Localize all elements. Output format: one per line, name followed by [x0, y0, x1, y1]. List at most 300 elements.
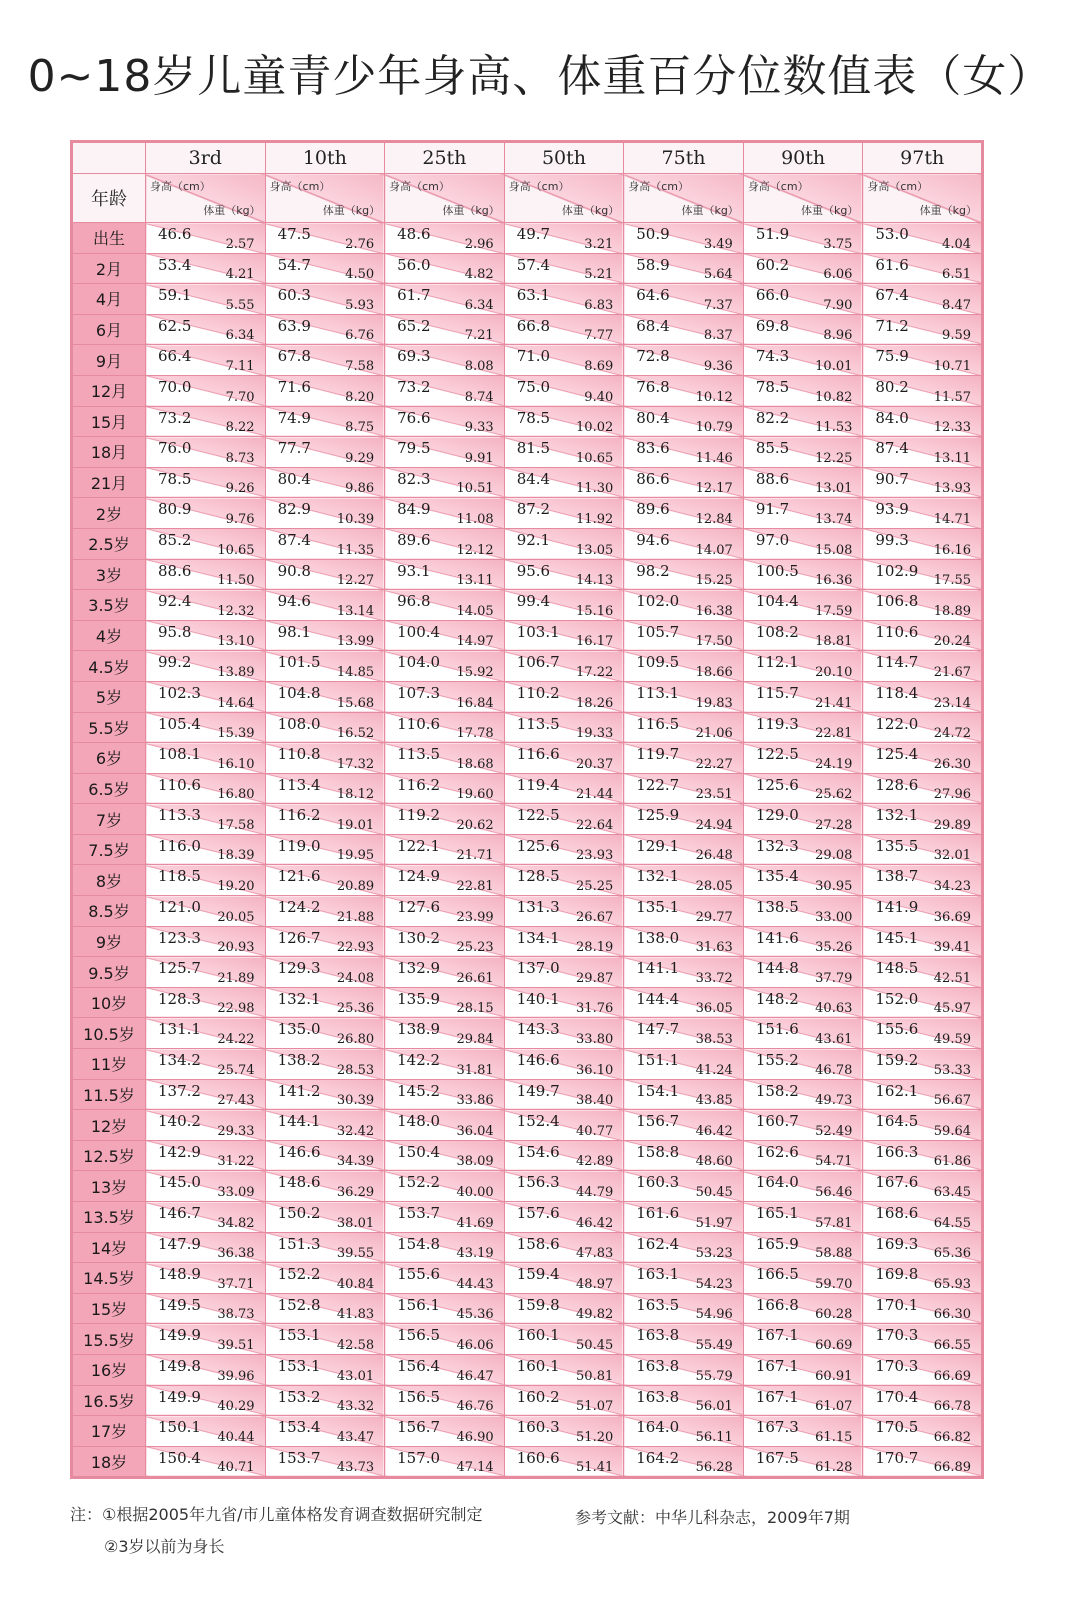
- value-cell: [504, 559, 624, 590]
- weight-value: 22.98: [217, 1001, 255, 1017]
- height-value: 145.1: [875, 928, 919, 947]
- weight-value: 58.88: [815, 1246, 853, 1262]
- height-value: 152.8: [277, 1295, 321, 1314]
- height-value: 72.8: [636, 347, 670, 366]
- height-value: 100.5: [755, 561, 799, 580]
- value-cell: [385, 620, 505, 651]
- height-value: 76.0: [158, 439, 192, 458]
- value-cell: [863, 345, 983, 376]
- weight-value: 53.23: [695, 1246, 733, 1262]
- height-value: 167.6: [875, 1173, 919, 1192]
- value-cell: [504, 834, 624, 865]
- height-value: 144.8: [755, 959, 799, 978]
- age-label: 3.5岁: [72, 590, 146, 621]
- weight-value: 28.19: [576, 940, 614, 956]
- height-value: 142.9: [158, 1142, 201, 1161]
- value-cell: [743, 865, 863, 896]
- height-value: 113.3: [158, 806, 201, 825]
- table-row: [72, 1232, 983, 1263]
- height-value: 162.4: [636, 1234, 680, 1253]
- weight-value: 15.08: [815, 542, 853, 558]
- weight-value: 44.43: [456, 1276, 494, 1292]
- height-value: 164.2: [636, 1448, 680, 1467]
- age-label: 4.5岁: [72, 651, 146, 682]
- height-value: 110.6: [397, 714, 441, 733]
- weight-value: 10.12: [695, 389, 733, 405]
- value-cell: [743, 467, 863, 498]
- age-label: 2月: [72, 253, 146, 284]
- subheader-row: [72, 174, 983, 223]
- weight-value: 29.89: [933, 817, 971, 833]
- weight-value: 29.77: [695, 909, 733, 925]
- value-cell: [624, 773, 744, 804]
- value-cell: [743, 926, 863, 957]
- value-cell: [504, 773, 624, 804]
- weight-value: 13.01: [815, 481, 853, 497]
- weight-value: 5.21: [584, 267, 614, 283]
- value-cell: [385, 1232, 505, 1263]
- value-cell: [743, 1263, 863, 1294]
- weight-value: 41.24: [695, 1062, 733, 1078]
- value-cell: [146, 1049, 266, 1080]
- weight-value: 12.27: [336, 573, 375, 589]
- age-label: 3岁: [72, 559, 146, 590]
- height-value: 114.7: [875, 653, 919, 672]
- weight-value: 18.39: [217, 848, 255, 864]
- weight-value: 24.08: [336, 970, 375, 986]
- value-cell: [146, 559, 266, 590]
- weight-value: 39.55: [336, 1246, 375, 1262]
- reference: 参考文献：中华儿科杂志，2009年7期: [575, 1508, 850, 1527]
- weight-value: 29.87: [576, 970, 614, 986]
- height-weight-subheader: [504, 174, 624, 223]
- age-label: 17岁: [72, 1416, 146, 1447]
- height-value: 89.6: [636, 500, 670, 519]
- height-value: 154.6: [516, 1142, 560, 1161]
- value-cell: [504, 498, 624, 529]
- age-label: 8岁: [72, 865, 146, 896]
- height-value: 122.5: [755, 745, 799, 764]
- height-value: 132.1: [875, 806, 919, 825]
- table-row: [72, 375, 983, 406]
- weight-value: 44.79: [576, 1185, 614, 1200]
- height-value: 125.6: [516, 836, 560, 855]
- age-label: 9月: [72, 345, 146, 376]
- height-value: 135.4: [755, 867, 799, 886]
- value-cell: [265, 1232, 385, 1263]
- value-cell: [504, 375, 624, 406]
- height-value: 148.5: [875, 959, 919, 978]
- weight-value: 11.35: [336, 542, 375, 558]
- height-value: 62.5: [158, 316, 192, 335]
- weight-value: 7.77: [584, 328, 614, 344]
- height-value: 159.8: [516, 1295, 560, 1314]
- weight-value: 22.27: [695, 756, 733, 772]
- weight-value: 17.59: [815, 603, 853, 619]
- value-cell: [863, 1416, 983, 1447]
- weight-value: 43.32: [336, 1399, 375, 1415]
- age-label: 5.5岁: [72, 712, 146, 743]
- value-cell: [743, 437, 863, 468]
- height-value: 76.6: [397, 408, 431, 427]
- value-cell: [504, 804, 624, 835]
- value-cell: [385, 1416, 505, 1447]
- weight-value: 22.81: [456, 879, 494, 895]
- value-cell: [385, 712, 505, 743]
- weight-value: 7.70: [225, 389, 255, 405]
- table-row: [72, 773, 983, 804]
- value-cell: [265, 896, 385, 927]
- weight-value: 23.14: [933, 695, 971, 711]
- table-row: [72, 1110, 983, 1141]
- height-value: 116.0: [158, 836, 201, 855]
- weight-value: 43.01: [336, 1368, 375, 1384]
- weight-value: 40.77: [576, 1123, 614, 1139]
- value-cell: [146, 957, 266, 988]
- table-row: [72, 1202, 983, 1233]
- value-cell: [863, 712, 983, 743]
- weight-value: 15.16: [576, 603, 614, 619]
- weight-value: 25.62: [815, 787, 853, 803]
- height-value: 97.0: [755, 530, 790, 549]
- weight-value: 4.82: [464, 267, 494, 283]
- weight-value: 20.93: [217, 940, 255, 956]
- height-weight-subheader: [385, 174, 505, 223]
- height-value: 153.1: [277, 1326, 321, 1345]
- weight-value: 42.58: [336, 1337, 375, 1353]
- value-cell: [504, 406, 624, 437]
- value-cell: [504, 1293, 624, 1324]
- weight-value: 20.05: [217, 909, 255, 925]
- table-row: [72, 406, 983, 437]
- weight-value: 32.42: [336, 1123, 375, 1139]
- value-cell: [504, 1140, 624, 1171]
- height-value: 161.6: [636, 1204, 680, 1222]
- value-cell: [863, 773, 983, 804]
- value-cell: [624, 1049, 744, 1080]
- height-value: 141.1: [636, 959, 680, 978]
- value-cell: [743, 651, 863, 682]
- value-cell: [504, 1446, 624, 1478]
- weight-value: 12.32: [217, 603, 255, 619]
- height-value: 65.2: [397, 316, 431, 335]
- height-value: 105.4: [158, 714, 201, 733]
- height-value: 113.5: [397, 745, 441, 764]
- value-cell: [863, 1079, 983, 1110]
- weight-value: 40.00: [456, 1185, 494, 1200]
- value-cell: [504, 1354, 624, 1385]
- value-cell: [863, 651, 983, 682]
- value-cell: [385, 528, 505, 559]
- table-row: [72, 1049, 983, 1080]
- value-cell: [265, 712, 385, 743]
- weight-value: 38.09: [456, 1154, 494, 1170]
- height-unit-label: 身高（cm）: [269, 180, 331, 193]
- value-cell: [624, 1171, 744, 1202]
- value-cell: [624, 681, 744, 712]
- corner-cell: [72, 142, 146, 174]
- value-cell: [863, 375, 983, 406]
- weight-value: 21.67: [933, 664, 971, 680]
- height-value: 46.6: [158, 225, 192, 243]
- weight-value: 64.55: [933, 1215, 971, 1231]
- weight-value: 40.44: [217, 1429, 255, 1445]
- value-cell: [743, 1293, 863, 1324]
- height-value: 50.9: [636, 225, 670, 243]
- value-cell: [265, 957, 385, 988]
- weight-value: 2.96: [464, 236, 494, 252]
- height-value: 149.8: [158, 1356, 201, 1375]
- value-cell: [863, 1140, 983, 1171]
- age-label: 18月: [72, 437, 146, 468]
- height-value: 158.6: [516, 1234, 560, 1253]
- weight-value: 40.84: [336, 1276, 375, 1292]
- value-cell: [624, 1263, 744, 1294]
- table-row: [72, 1324, 983, 1355]
- value-cell: [863, 681, 983, 712]
- weight-value: 4.04: [942, 236, 971, 252]
- height-value: 108.2: [755, 622, 799, 641]
- weight-value: 13.89: [217, 664, 255, 680]
- weight-value: 9.76: [225, 511, 255, 527]
- weight-value: 37.79: [815, 970, 853, 986]
- height-value: 63.9: [277, 316, 311, 335]
- height-value: 160.1: [516, 1356, 560, 1375]
- age-label: 出生: [72, 223, 146, 254]
- weight-value: 66.30: [933, 1307, 971, 1323]
- height-value: 64.6: [636, 286, 670, 305]
- height-value: 129.3: [277, 959, 321, 978]
- weight-value: 7.21: [464, 328, 494, 344]
- weight-value: 57.81: [815, 1215, 853, 1231]
- value-cell: [385, 1049, 505, 1080]
- weight-value: 60.91: [815, 1368, 853, 1384]
- height-value: 108.1: [158, 745, 201, 764]
- value-cell: [743, 1232, 863, 1263]
- value-cell: [146, 467, 266, 498]
- value-cell: [146, 834, 266, 865]
- weight-value: 19.33: [576, 726, 614, 742]
- value-cell: [624, 590, 744, 621]
- weight-value: 9.86: [345, 481, 375, 497]
- height-value: 83.6: [636, 439, 670, 458]
- value-cell: [624, 1416, 744, 1447]
- height-value: 138.9: [397, 1020, 441, 1039]
- weight-value: 33.72: [695, 970, 733, 986]
- value-cell: [385, 253, 505, 284]
- height-value: 132.1: [636, 867, 680, 886]
- weight-value: 5.93: [345, 297, 375, 313]
- weight-value: 42.89: [576, 1154, 614, 1170]
- weight-value: 24.94: [695, 817, 733, 833]
- weight-value: 18.26: [576, 695, 614, 711]
- value-cell: [385, 1110, 505, 1141]
- value-cell: [624, 284, 744, 315]
- height-value: 146.7: [158, 1204, 201, 1222]
- value-cell: [863, 253, 983, 284]
- weight-value: 26.48: [695, 848, 733, 864]
- value-cell: [624, 528, 744, 559]
- weight-value: 65.36: [933, 1246, 971, 1262]
- value-cell: [504, 1263, 624, 1294]
- value-cell: [265, 437, 385, 468]
- height-value: 94.6: [277, 592, 311, 611]
- weight-value: 34.82: [217, 1215, 255, 1231]
- weight-value: 15.39: [217, 726, 255, 742]
- height-value: 141.9: [875, 898, 919, 917]
- height-value: 135.9: [397, 989, 441, 1008]
- percentile-header: 90th: [743, 142, 863, 174]
- weight-value: 26.61: [456, 970, 494, 986]
- weight-value: 31.81: [456, 1062, 494, 1078]
- height-value: 92.1: [516, 530, 551, 549]
- age-label: 6月: [72, 314, 146, 345]
- age-label: 6.5岁: [72, 773, 146, 804]
- value-cell: [863, 926, 983, 957]
- table-row: [72, 865, 983, 896]
- weight-value: 61.15: [815, 1429, 853, 1445]
- value-cell: [385, 865, 505, 896]
- value-cell: [265, 406, 385, 437]
- value-cell: [743, 284, 863, 315]
- height-value: 104.0: [397, 653, 441, 672]
- height-value: 107.3: [397, 683, 441, 702]
- weight-value: 66.89: [933, 1460, 971, 1476]
- height-value: 166.5: [755, 1265, 799, 1284]
- value-cell: [385, 406, 505, 437]
- value-cell: [146, 681, 266, 712]
- value-cell: [743, 498, 863, 529]
- height-value: 118.4: [875, 683, 919, 702]
- weight-value: 26.80: [336, 1032, 375, 1048]
- age-label: 9岁: [72, 926, 146, 957]
- weight-value: 10.79: [695, 420, 733, 436]
- height-value: 141.6: [755, 928, 799, 947]
- weight-value: 4.50: [345, 267, 375, 283]
- weight-value: 56.46: [815, 1185, 853, 1200]
- height-value: 129.1: [636, 836, 680, 855]
- weight-value: 25.36: [336, 1001, 375, 1017]
- weight-value: 4.21: [225, 267, 255, 283]
- weight-value: 54.71: [815, 1154, 853, 1170]
- table-row: [72, 926, 983, 957]
- age-label: 2.5岁: [72, 528, 146, 559]
- height-value: 125.6: [755, 775, 799, 794]
- value-cell: [385, 1202, 505, 1233]
- value-cell: [385, 345, 505, 376]
- weight-value: 16.80: [217, 787, 255, 803]
- age-label: 18岁: [72, 1446, 146, 1478]
- weight-value: 2.57: [225, 236, 255, 252]
- value-cell: [863, 284, 983, 315]
- height-value: 160.2: [516, 1387, 560, 1406]
- value-cell: [743, 620, 863, 651]
- weight-value: 50.45: [576, 1337, 614, 1353]
- height-value: 147.7: [636, 1020, 680, 1039]
- value-cell: [504, 743, 624, 774]
- height-value: 78.5: [516, 408, 551, 427]
- weight-value: 14.07: [695, 542, 733, 558]
- value-cell: [863, 1293, 983, 1324]
- table-row: [72, 957, 983, 988]
- value-cell: [265, 559, 385, 590]
- weight-value: 9.91: [464, 450, 494, 466]
- weight-value: 55.49: [695, 1337, 733, 1353]
- weight-value: 25.23: [456, 940, 494, 956]
- table-row: [72, 651, 983, 682]
- weight-value: 42.51: [933, 970, 971, 986]
- percentile-header: 75th: [624, 142, 744, 174]
- weight-value: 20.24: [933, 634, 971, 650]
- value-cell: [624, 1324, 744, 1355]
- value-cell: [863, 1446, 983, 1478]
- height-value: 88.6: [158, 561, 192, 580]
- value-cell: [624, 804, 744, 835]
- weight-value: 36.10: [576, 1062, 614, 1078]
- weight-value: 63.45: [933, 1185, 971, 1200]
- age-label: 11岁: [72, 1049, 146, 1080]
- weight-value: 41.83: [336, 1307, 375, 1323]
- value-cell: [385, 1079, 505, 1110]
- weight-value: 14.71: [933, 511, 971, 527]
- value-cell: [743, 1416, 863, 1447]
- value-cell: [385, 1140, 505, 1171]
- height-value: 157.0: [397, 1448, 441, 1467]
- weight-value: 16.84: [456, 695, 494, 711]
- height-value: 71.6: [277, 377, 311, 396]
- weight-value: 10.51: [456, 481, 494, 497]
- value-cell: [624, 559, 744, 590]
- weight-unit-label: 体重（kg）: [681, 204, 739, 217]
- weight-value: 11.92: [576, 511, 614, 527]
- value-cell: [624, 1232, 744, 1263]
- height-value: 106.7: [516, 653, 560, 672]
- height-value: 88.6: [755, 469, 790, 488]
- height-value: 122.1: [397, 836, 441, 855]
- height-value: 113.5: [516, 714, 560, 733]
- value-cell: [385, 1018, 505, 1049]
- height-value: 80.4: [636, 408, 670, 427]
- weight-value: 12.84: [695, 511, 733, 527]
- age-column-header: 年龄: [72, 174, 146, 223]
- value-cell: [863, 437, 983, 468]
- value-cell: [265, 1263, 385, 1294]
- height-value: 153.4: [277, 1418, 321, 1437]
- weight-value: 60.28: [815, 1307, 853, 1323]
- weight-value: 27.43: [217, 1093, 255, 1109]
- value-cell: [863, 223, 983, 254]
- value-cell: [146, 253, 266, 284]
- weight-value: 9.59: [942, 328, 971, 344]
- height-unit-label: 身高（cm）: [867, 180, 929, 193]
- height-value: 132.3: [755, 836, 799, 855]
- height-value: 170.5: [875, 1418, 919, 1437]
- table-row: [72, 253, 983, 284]
- height-value: 118.5: [158, 867, 201, 886]
- value-cell: [265, 345, 385, 376]
- weight-value: 21.41: [815, 695, 853, 711]
- weight-value: 8.74: [464, 389, 494, 405]
- table-row: [72, 1446, 983, 1478]
- footnote-source: 注：①根据2005年九省/市儿童体格发育调查数据研究制定: [70, 1505, 483, 1524]
- weight-value: 26.30: [933, 756, 971, 772]
- height-value: 170.3: [875, 1356, 919, 1375]
- age-label: 11.5岁: [72, 1079, 146, 1110]
- value-cell: [504, 1232, 624, 1263]
- age-label: 10.5岁: [72, 1018, 146, 1049]
- weight-value: 17.58: [217, 817, 255, 833]
- weight-unit-label: 体重（kg）: [203, 204, 261, 217]
